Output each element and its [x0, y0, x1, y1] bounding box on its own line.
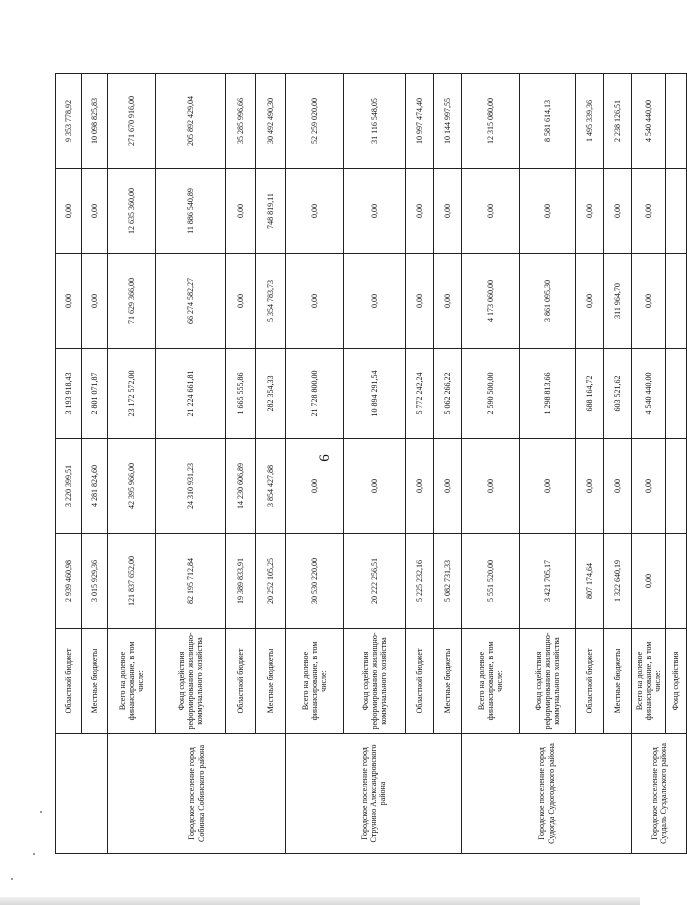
amount-cell: 0,00	[576, 169, 604, 254]
page-edge-shadow	[0, 897, 640, 905]
amount-cell: 807 174,64	[576, 534, 604, 629]
amount-cell: 3 193 918,43	[56, 349, 82, 439]
amount-cell: 0,00	[462, 439, 520, 534]
row-total-cell: 35 285 996,66	[226, 74, 256, 169]
amount-cell: 3 015 929,36	[82, 534, 108, 629]
table-row	[108, 74, 156, 854]
amount-cell: 3 854 427,88	[256, 439, 286, 534]
amount-cell: 0,00	[520, 169, 576, 254]
amount-cell: 4 281 824,60	[82, 439, 108, 534]
amount-cell: 2 939 460,98	[56, 534, 82, 629]
amount-cell: 42 395 966,00	[108, 439, 156, 534]
amount-cell: 0,00	[226, 254, 256, 349]
row-total-cell: 205 892 429,04	[156, 74, 226, 169]
amount-cell: 2 801 071,87	[82, 349, 108, 439]
amount-cell: 0,00	[604, 169, 632, 254]
amount-cell: 0,00	[434, 254, 462, 349]
funding-source-cell: Всего на долевое финансирование, в том числе:	[462, 629, 520, 734]
row-total-cell: 271 670 916,00	[108, 74, 156, 169]
amount-cell: 23 172 572,00	[108, 349, 156, 439]
amount-cell: 4 540 440,00	[632, 349, 666, 439]
funding-source-cell: Фонд содействия реформированию жилищно-коммунального хозяйства	[520, 629, 576, 734]
amount-cell: 0,00	[520, 439, 576, 534]
amount-cell: 603 521,62	[604, 349, 632, 439]
funding-source-cell: Местные бюджеты	[256, 629, 286, 734]
municipality-cell: Городское поселение город Струнино Александровского района	[286, 734, 462, 854]
funding-source-cell: Областной бюджет	[226, 629, 256, 734]
funding-source-cell: Фонд содействия реформированию жилищно-коммунального хозяйства	[344, 629, 406, 734]
amount-cell: 21 224 661,81	[156, 349, 226, 439]
amount-cell: 5 551 520,00	[462, 534, 520, 629]
row-total-cell: 12 315 080,00	[462, 74, 520, 169]
funding-source-cell: Всего на долевое финансирование, в том числе:	[108, 629, 156, 734]
amount-cell: 1 322 640,19	[604, 534, 632, 629]
amount-cell: 121 837 652,00	[108, 534, 156, 629]
row-total-cell: 10 997 474,40	[406, 74, 434, 169]
amount-cell: 0,00	[632, 439, 666, 534]
amount-cell: 311 964,70	[604, 254, 632, 349]
scan-speck	[40, 811, 42, 813]
amount-cell: 12 635 360,00	[108, 169, 156, 254]
funding-source-cell: Всего на долевое финансирование, в том числе:	[632, 629, 666, 734]
table-row	[462, 74, 520, 854]
amount-cell: 20 222 256,51	[344, 534, 406, 629]
scan-speck	[11, 878, 13, 880]
amount-cell: 0,00	[434, 439, 462, 534]
amount-cell: 82 195 712,84	[156, 534, 226, 629]
amount-cell: 0,00	[344, 169, 406, 254]
amount-cell: 5 082 731,33	[434, 534, 462, 629]
table-row	[632, 74, 666, 854]
amount-cell: 0,00	[344, 254, 406, 349]
amount-cell: 0,00	[344, 439, 406, 534]
amount-cell: 24 310 931,23	[156, 439, 226, 534]
funding-source-cell: Фонд содействия реформированию жилищно-коммунального хозяйства	[156, 629, 226, 734]
amount-cell: 66 274 582,27	[156, 254, 226, 349]
row-total-cell	[666, 74, 687, 169]
amount-cell: 20 252 105,25	[256, 534, 286, 629]
amount-cell: 0,00	[56, 254, 82, 349]
amount-cell: 0,00	[286, 254, 344, 349]
amount-cell: 30 530 220,00	[286, 534, 344, 629]
amount-cell: 0,00	[82, 254, 108, 349]
amount-cell: 3 861 095,30	[520, 254, 576, 349]
amount-cell: 2 590 500,00	[462, 349, 520, 439]
amount-cell: 0,00	[434, 169, 462, 254]
amount-cell: 0,00	[632, 169, 666, 254]
row-total-cell: 9 353 778,92	[56, 74, 82, 169]
amount-cell: 0,00	[576, 439, 604, 534]
row-total-cell: 4 540 440,00	[632, 74, 666, 169]
amount-cell: 71 629 366,00	[108, 254, 156, 349]
amount-cell: 282 354,33	[256, 349, 286, 439]
funding-source-cell: Всего на долевое финансирование, в том числе:	[286, 629, 344, 734]
funding-source-cell: Местные бюджеты	[604, 629, 632, 734]
row-total-cell: 8 581 614,13	[520, 74, 576, 169]
row-total-cell: 2 238 126,51	[604, 74, 632, 169]
amount-cell: 0,00	[82, 169, 108, 254]
amount-cell: 0,00	[632, 534, 666, 629]
funding-source-cell: Фонд содействия	[666, 629, 687, 734]
amount-cell: 11 886 540,89	[156, 169, 226, 254]
amount-cell	[666, 169, 687, 254]
row-total-cell: 31 116 548,05	[344, 74, 406, 169]
amount-cell	[666, 349, 687, 439]
scan-speck	[33, 853, 35, 855]
table-row	[56, 74, 82, 854]
amount-cell: 0,00	[406, 169, 434, 254]
amount-cell: 1 665 555,86	[226, 349, 256, 439]
amount-cell: 10 894 291,54	[344, 349, 406, 439]
budget-table-rotated	[55, 74, 681, 854]
amount-cell: 0,00	[632, 254, 666, 349]
row-total-cell: 10 144 997,55	[434, 74, 462, 169]
amount-cell: 0,00	[406, 439, 434, 534]
amount-cell: 19 389 833,91	[226, 534, 256, 629]
row-total-cell: 52 259 020,00	[286, 74, 344, 169]
amount-cell: 0,00	[462, 169, 520, 254]
municipality-cell: Городское поселение город Собинка Собинского района	[108, 734, 286, 854]
amount-cell: 0,00	[286, 169, 344, 254]
row-total-cell: 10 098 825,83	[82, 74, 108, 169]
row-total-cell: 30 492 490,30	[256, 74, 286, 169]
amount-cell: 14 230 606,89	[226, 439, 256, 534]
amount-cell	[666, 439, 687, 534]
funding-source-cell: Местные бюджеты	[82, 629, 108, 734]
amount-cell: 748 819,11	[256, 169, 286, 254]
amount-cell: 0,00	[226, 169, 256, 254]
amount-cell: 1 298 813,66	[520, 349, 576, 439]
amount-cell: 0,00	[56, 169, 82, 254]
amount-cell: 3 421 705,17	[520, 534, 576, 629]
amount-cell: 4 173 060,00	[462, 254, 520, 349]
amount-cell: 0,00	[576, 254, 604, 349]
funding-source-cell: Местные бюджеты	[434, 629, 462, 734]
amount-cell: 0,00	[604, 439, 632, 534]
amount-cell: 3 220 399,51	[56, 439, 82, 534]
amount-cell: 5 772 242,24	[406, 349, 434, 439]
amount-cell	[666, 254, 687, 349]
amount-cell: 0,00	[286, 439, 344, 534]
amount-cell: 5 225 232,16	[406, 534, 434, 629]
table-row	[286, 74, 344, 854]
budget-table	[55, 73, 687, 854]
funding-source-cell: Областной бюджет	[576, 629, 604, 734]
amount-cell: 5 354 783,73	[256, 254, 286, 349]
funding-source-cell: Областной бюджет	[56, 629, 82, 734]
municipality-cell: Городское поселение город Судогда Судогодского района	[462, 734, 632, 854]
amount-cell: 21 728 800,00	[286, 349, 344, 439]
municipality-cell: Городское поселение город Суздаль Суздальского района	[632, 734, 687, 854]
amount-cell: 0,00	[406, 254, 434, 349]
funding-source-cell: Областной бюджет	[406, 629, 434, 734]
page-number: 6	[317, 454, 333, 462]
municipality-cell	[56, 734, 108, 854]
amount-cell: 5 062 266,22	[434, 349, 462, 439]
row-total-cell: 1 495 339,36	[576, 74, 604, 169]
amount-cell: 688 164,72	[576, 349, 604, 439]
amount-cell	[666, 534, 687, 629]
